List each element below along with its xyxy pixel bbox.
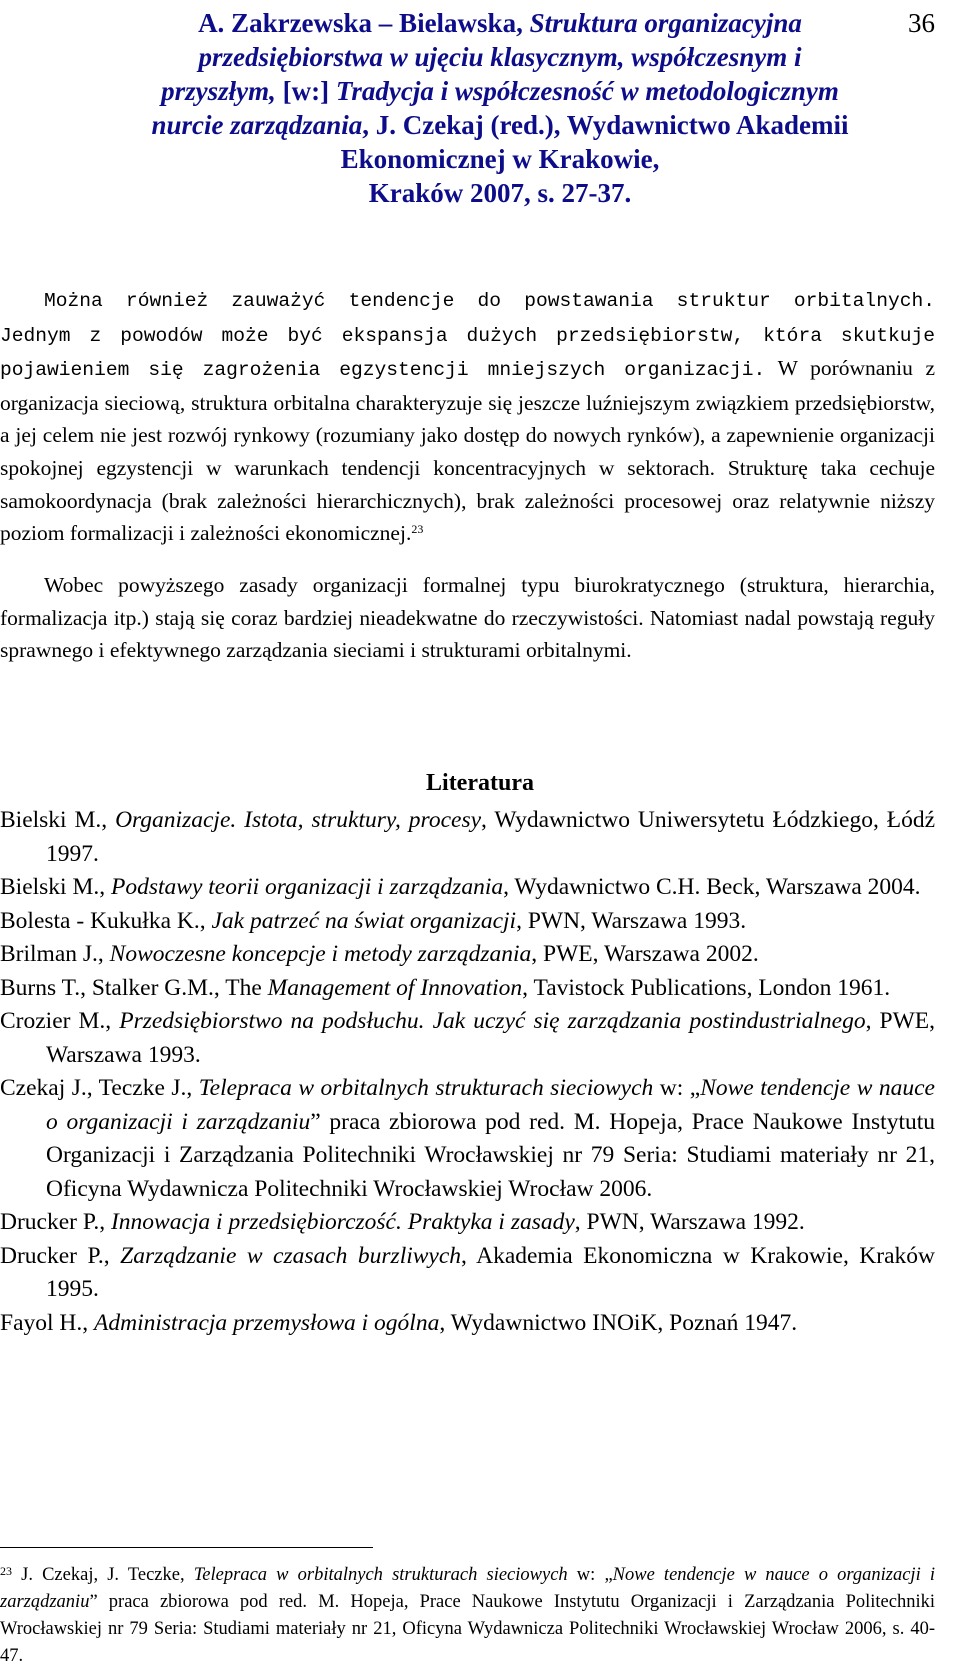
- ref-title: Nowe tendencje w nauce o organizacji i zarządzaniu: [46, 1075, 935, 1135]
- paragraph: [0, 283, 935, 550]
- footnote-author: J. Czekaj, J. Teczke,: [12, 1565, 194, 1585]
- ref-publisher: ” praca zbiorowa pod red. M. Hopeja, Prace Naukowe Instytutu Organizacji i Zarządzania Politechniki Wrocławskiej nr 79 Seria: Studiami materiały nr 21, Oficyna Wydawnicza Politechniki Wrocławskiej Wrocław 2006.: [46, 1108, 935, 1202]
- paragraph-text-mono: Można również zauważyć tendencje do powstawania struktur orbitalnych. Jednym z powodów może być ekspansja dużych przedsiębiorstw, która skutkuje pojawieniem się zagrożenia egzystencji mniejszych organizacji.: [0, 290, 935, 382]
- ref-connector: w: „: [653, 1075, 701, 1101]
- body-paragraph-2: [0, 569, 935, 667]
- literature-heading: Literatura: [426, 770, 534, 796]
- reference-item: [0, 1072, 935, 1206]
- footnote: [0, 1562, 935, 1670]
- reference-item: [0, 1206, 935, 1240]
- ref-title: Zarządzanie w czasach burzliwych: [120, 1242, 462, 1269]
- ref-publisher: , Tavistock Publications, London 1961.: [522, 974, 891, 1001]
- reference-list: [0, 804, 935, 1340]
- reference-item: [0, 871, 935, 905]
- header-text: A. Zakrzewska – Bielawska,: [198, 8, 530, 38]
- ref-title: Management of Innovation: [267, 974, 523, 1001]
- ref-title: Podstawy teorii organizacji i zarządzania: [110, 874, 504, 900]
- paragraph-text: Wobec powyższego zasady organizacji formalnej typu biurokratycznego (struktura, hierarchia, formalizacja itp.) stają się coraz bardziej nieadekwatne do rzeczywistości. Natomiast nadal powstają reguły sprawnego i efektywnego zarządzania sieciami i strukturami orbitalnymi.: [0, 573, 935, 663]
- footnote-connector: w: „: [567, 1565, 613, 1585]
- header-title-italic: przyszłym,: [161, 76, 283, 106]
- reference-item: [0, 938, 935, 972]
- footnote-reference[interactable]: 23: [411, 522, 424, 537]
- ref-author: Bielski M.,: [0, 874, 111, 900]
- header-line: [70, 6, 930, 40]
- header-line: Ekonomicznej w Krakowie,: [340, 144, 660, 174]
- header-line: [70, 108, 930, 142]
- ref-title: Jak patrzeć na świat organizacji: [211, 907, 517, 934]
- reference-item: [0, 1307, 935, 1341]
- paragraph-text: W porównaniu z organizacja sieciową, struktura orbitalna charakteryzuje się jeszcze luźniejszym związkiem przedsiębiorstw, a jej celem nie jest rozwój rynkowy (rozumiany jako dostęp do nowych rynków), a zapewnienie organizacji spokojnej egzystencji w warunkach tendencji koncentracyjnych w sektorach. Strukturę taka cechuje samokoordynacja (brak zależności hierarchicznych), brak zależności procesowej oraz relatywnie niższy poziom formalizacji i zależności ekonomicznej.: [0, 356, 935, 546]
- ref-author: Crozier M.,: [0, 1008, 120, 1034]
- footnote-title: Nowe tendencje w nauce o organizacji i zarządzaniu: [0, 1565, 935, 1612]
- ref-title: Przedsiębiorstwo na podsłuchu. Jak uczyć się zarządzania postindustrialnego: [119, 1008, 866, 1034]
- ref-author: Drucker P.,: [0, 1242, 121, 1269]
- reference-item: [0, 1005, 935, 1072]
- header-text: , J. Czekaj (red.), Wydawnictwo Akademii: [362, 110, 849, 140]
- citation-header: [70, 6, 930, 210]
- reference-item: [0, 905, 935, 939]
- ref-publisher: , PWE, Warszawa 1993.: [46, 1008, 935, 1068]
- ref-author: Burns T., Stalker G.M., The: [0, 974, 268, 1001]
- ref-title: Nowoczesne koncepcje i metody zarządzania: [109, 941, 532, 967]
- reference-item: [0, 804, 935, 871]
- ref-author: Drucker P.,: [0, 1209, 111, 1235]
- footnote-publisher: ” praca zbiorowa pod red. M. Hopeja, Prace Naukowe Instytutu Organizacji i Zarządzania Politechniki Wrocławskiej nr 79 Seria: Studiami materiały nr 21, Oficyna Wydawnicza Politechniki Wrocławskiej Wrocław 2006, s. 40-47.: [0, 1592, 935, 1666]
- ref-author: Bolesta - Kukułka K.,: [0, 907, 212, 934]
- ref-author: Bielski M.,: [0, 807, 116, 833]
- reference-item: [0, 1240, 935, 1307]
- ref-publisher: , Wydawnictwo INOiK, Poznań 1947.: [439, 1309, 798, 1336]
- paragraph: [0, 569, 935, 667]
- ref-author: Brilman J.,: [0, 941, 110, 967]
- footnote-title: Telepraca w orbitalnych strukturach sieciowych: [193, 1565, 568, 1585]
- header-line: [70, 40, 930, 74]
- footnote-separator: [0, 1547, 373, 1548]
- reference-item: [0, 972, 935, 1006]
- header-title-italic: Tradycja i współczesność w metodologicznym: [335, 76, 839, 106]
- ref-publisher: , PWN, Warszawa 1993.: [516, 907, 747, 934]
- header-text: [w:]: [282, 76, 336, 106]
- footnote-number: 23: [0, 1564, 12, 1578]
- ref-title: Organizacje. Istota, struktury, procesy: [115, 807, 482, 833]
- page-number: 36: [908, 8, 935, 38]
- header-title-italic: przedsiębiorstwa w ujęciu klasycznym, współczesnym i: [198, 42, 802, 72]
- ref-publisher: , PWE, Warszawa 2002.: [531, 941, 759, 967]
- ref-publisher: , Wydawnictwo C.H. Beck, Warszawa 2004.: [503, 874, 921, 900]
- ref-title: Innowacja i przedsiębiorczość. Praktyka i zasady: [110, 1209, 575, 1235]
- body-paragraph-1: [0, 283, 935, 550]
- ref-publisher: , Akademia Ekonomiczna w Krakowie, Kraków 1995.: [46, 1242, 935, 1302]
- ref-author: Fayol H.,: [0, 1309, 94, 1336]
- ref-publisher: , PWN, Warszawa 1992.: [574, 1209, 805, 1235]
- ref-title: Telepraca w orbitalnych strukturach sieciowych: [198, 1075, 654, 1101]
- header-title-italic: Struktura organizacyjna: [529, 8, 802, 38]
- header-line: [70, 74, 930, 108]
- ref-title: Administracja przemysłowa i ogólna: [94, 1309, 440, 1336]
- header-line: Kraków 2007, s. 27-37.: [368, 178, 632, 208]
- ref-author: Czekaj J., Teczke J.,: [0, 1075, 199, 1101]
- ref-publisher: , Wydawnictwo Uniwersytetu Łódzkiego, Łódź 1997.: [46, 807, 936, 867]
- header-title-italic: nurcie zarządzania: [151, 110, 363, 140]
